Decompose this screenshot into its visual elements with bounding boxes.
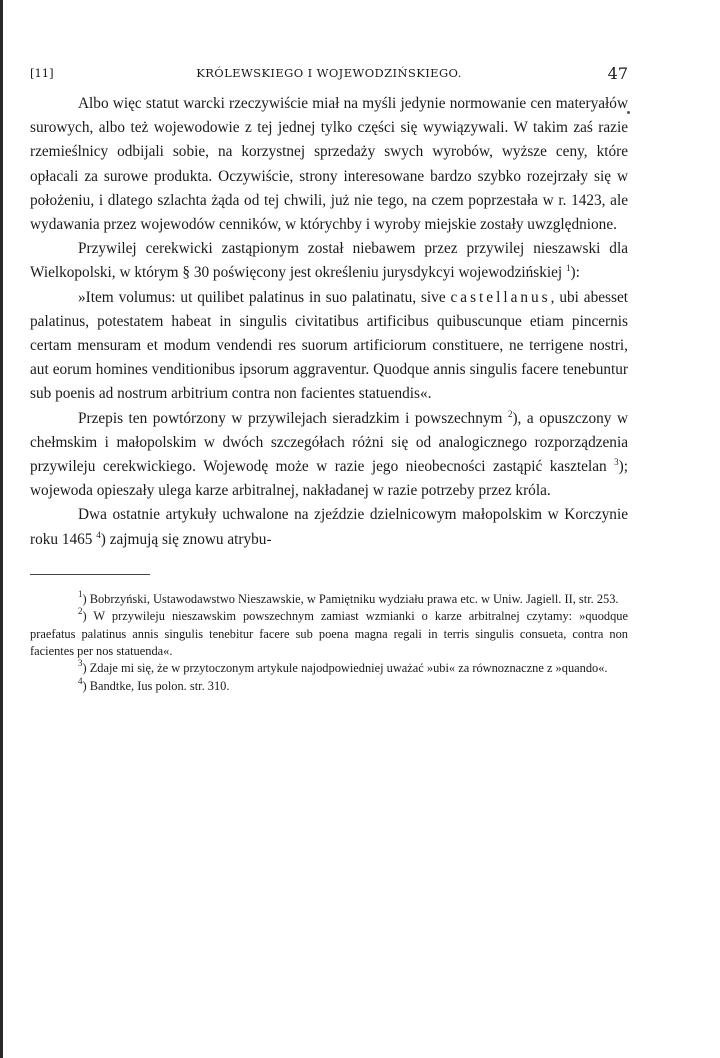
running-head bbox=[30, 62, 628, 92]
latin-quotation: »Item volumus: ut quilibet palatinus in suo palatinatu, sive castellanus, ubi abesset palatinus, potestatem habeat in singulis civitatibus artificibus quibuscunque etiam pincernis certam mensuram et modum vendendi res suorum artificiorum constituere, ne terrigene nostri, aut eorum homines venditionibus ipsorum aggraventur. Quodque annis singulis facere tenebuntur sub poenis ad nostrum arbitrium contra non facientes statuendis«. bbox=[30, 288, 628, 403]
paragraph: Przepis ten powtórzony w przywilejach sieradzkim i powszechnym $^2$), a opuszczony w chełmskim i małopolskim w dwóch szczegółach różni się od analogicznego rozporządzenia przywileju cerekwickiego. Wojewodę może w razie jego nieobecności zastąpić kasztelan $^3$); wojewoda opieszały ulega karze arbitralnej, nakładanej w razie potrzeby przez króla. bbox=[30, 408, 629, 500]
footnote: $^1$) Bobrzyński, Ustawodawstwo Nieszawskie, w Pamiętniku wydziału prawa etc. w Uniw. Jagiell. II, str. 253. bbox=[78, 588, 619, 606]
spaced-word: castellanus bbox=[450, 288, 551, 306]
page-number: 47 bbox=[607, 64, 628, 83]
running-title: KRÓLEWSKIEGO I WOJEWODZIŃSKIEGO. bbox=[196, 66, 462, 80]
footnote: $^2$) W przywileju nieszawskim powszechnym zamiast wzmianki o karze arbitralnej czytamy: »quodque praefatus palatinus annis singulis tenebitur facere sub poena magna regali in terris singulis consueta, contra non facientes per nos statuenda«. bbox=[30, 606, 628, 659]
footnote-ref: 2 bbox=[507, 408, 513, 419]
book-page bbox=[30, 62, 628, 695]
footnotes bbox=[30, 588, 628, 695]
paragraph: Albo więc statut warcki rzeczywiście miał na myśli jedynie normowanie cen materyałów surowych, albo też wojewodowie z tej jednej tylko części się wywiązywali. W takim zaś razie rzemieślnicy odbijali sobie, na korzystnej sprzedaży swych wyrobów, wyższe ceny, które opłacali za surowe produkta. Oczywiście, strony interesowane bardzo szybko rozejrzały się w położeniu, i dlatego szlachta żąda od tej chwili, już nie tego, na czem poprzestała w r. 1423, ale wydawania przez wojewodów cenników, w którychby i wyroby miejskie zostały uwzględnione. bbox=[30, 95, 628, 234]
main-text bbox=[30, 92, 628, 552]
page-edge-shadow bbox=[0, 0, 3, 1058]
paragraph: Przywilej cerekwicki zastąpionym został niebawem przez przywilej nieszawski dla Wielkopolski, w którym § 30 poświęcony jest określeniu jurysdykcyi wojewodzińskiej $^1$): bbox=[30, 240, 628, 282]
footnote-ref: 1 bbox=[565, 263, 571, 274]
footnote-ref: 4 bbox=[96, 529, 101, 540]
footnote-rule bbox=[30, 574, 150, 575]
paragraph: Dwa ostatnie artykuły uchwalone na zjeździe dzielnicowym małopolskim w Korczynie roku 1465 $^4$) zajmują się znowu atrybu- bbox=[30, 506, 628, 548]
signature-mark: [11] bbox=[30, 66, 54, 80]
footnote: $^3$) Zdaje mi się, że w przytoczonym artykule najodpowiedniej uważać »ubi« za równoznaczne z »quando«. bbox=[78, 658, 608, 676]
footnote: $^4$) Bandtke, Ius polon. str. 310. bbox=[78, 675, 230, 693]
footnote-ref: 3 bbox=[614, 457, 619, 468]
